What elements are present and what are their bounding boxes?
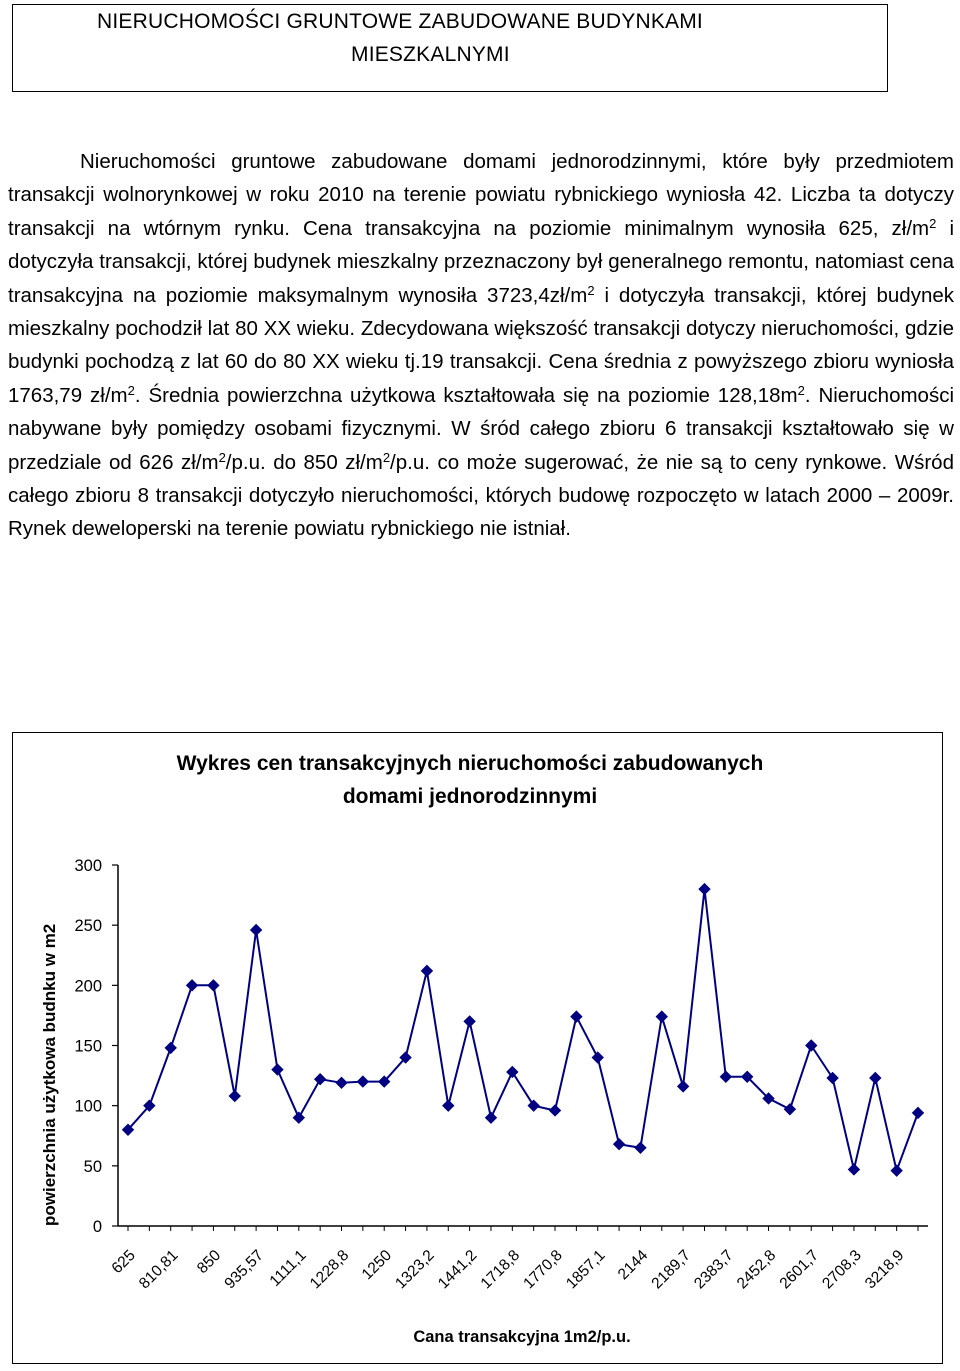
data-point-marker — [699, 884, 710, 895]
data-point-marker — [550, 1105, 561, 1116]
y-tick-label: 250 — [74, 917, 102, 936]
x-tick-label: 1770,8 — [520, 1246, 566, 1293]
data-point-marker — [251, 924, 262, 935]
superscript-2: 2 — [587, 282, 595, 298]
x-tick-label: 1228,8 — [306, 1246, 353, 1293]
data-point-marker — [421, 965, 432, 976]
x-tick-label: 2144 — [614, 1246, 652, 1284]
data-point-marker — [720, 1071, 731, 1082]
data-point-marker — [315, 1074, 326, 1085]
x-tick-label: 1718,8 — [477, 1246, 524, 1293]
chart-title-line-1: Wykres cen transakcyjnych nieruchomości zabudowanych — [176, 752, 764, 775]
data-point-marker — [357, 1076, 368, 1087]
superscript-4: 2 — [797, 382, 805, 398]
data-point-marker — [635, 1142, 646, 1153]
paragraph-text-3: i dotyczyła transakcji, której budynek mieszkalny pochodził lat 80 XX wieku. Zdecydowana większość transakcji dotyczy nieruchomości, gdzie budynki pochodzą z lat 60 do 80 XX wieku tj.19 transakcji. Cena średnia z powyższego zbioru wyniosła 1763,79 zł/m — [8, 283, 954, 407]
data-point-marker — [870, 1072, 881, 1083]
superscript-3: 2 — [127, 382, 135, 398]
y-axis-label: powierzchnia użytkowa budnku w m2 — [40, 923, 59, 1226]
x-tick-label: 2452,8 — [733, 1246, 780, 1293]
x-tick-label: 2189,7 — [648, 1246, 694, 1293]
x-tick-label: 1857,1 — [563, 1246, 609, 1293]
y-tick-label: 50 — [83, 1157, 102, 1176]
x-tick-label: 1111,1 — [266, 1246, 310, 1290]
x-tick-label: 2708,3 — [819, 1246, 865, 1293]
y-tick-label: 150 — [74, 1037, 102, 1056]
x-axis-label: Cana transakcyjna 1m2/p.u. — [413, 1328, 631, 1346]
x-tick-label: 1250 — [358, 1246, 396, 1284]
data-point-marker — [528, 1100, 539, 1111]
x-tick-label: 810,81 — [135, 1246, 182, 1293]
series-line — [128, 889, 918, 1171]
superscript-6: 2 — [382, 449, 391, 465]
superscript-1: 2 — [929, 215, 937, 231]
page-title-line-1: NIERUCHOMOŚCI GRUNTOWE ZABUDOWANE BUDYNKAMI — [97, 10, 703, 33]
data-point-marker — [187, 980, 198, 991]
page-title-line-2: MIESZKALNYMI — [351, 43, 510, 66]
x-tick-label: 2601,7 — [776, 1246, 823, 1293]
x-tick-label: 3218,9 — [861, 1246, 908, 1293]
y-tick-label: 300 — [74, 857, 102, 875]
y-tick-label: 0 — [92, 1218, 102, 1236]
x-tick-label: 2383,7 — [691, 1246, 737, 1293]
x-tick-labels — [109, 1247, 908, 1293]
data-point-marker — [507, 1066, 518, 1077]
x-tick-label: 850 — [193, 1246, 225, 1278]
data-point-marker — [784, 1104, 795, 1115]
data-point-marker — [571, 1011, 582, 1022]
paragraph-text-1: Nieruchomości gruntowe zabudowane domami jednorodzinnymi, które były przedmiotem transakcji wolnorynkowej w roku 2010 na terenie powiatu rybnickiego wyniosła 42. Liczba ta dotyczy transakcji na wtórnym rynku. Cena transakcyjna na poziomie minimalnym wynosiła 625, zł/m — [8, 150, 954, 240]
data-point-marker — [443, 1100, 454, 1111]
paragraph-text-2: i dotyczyła transakcji, której budynek mieszkalny przeznaczony był generalnego remontu, natomiast cena transakcyjna na poziomie maksymalnym wynosiła 3723,4zł/m — [8, 216, 954, 307]
x-tick-label: 625 — [108, 1246, 139, 1278]
data-point-marker — [891, 1165, 902, 1176]
paragraph-text-5: . Nieruchomości nabywane były pomiędzy osobami fizycznymi. W śród całego zbioru 6 transakcji kształtowało się w przedziale od 626 zł/m — [8, 383, 955, 474]
paragraph-text-7: /p.u. co może sugerować, że nie są to ceny rynkowe. Wśród całego zbioru 8 transakcji dotyczyło nieruchomości, których budowę rozpoczęto w latach 2000 – 2009r. Rynek deweloperski na terenie powiatu rybnickiego nie istniał. — [8, 450, 954, 541]
y-tick-label: 100 — [74, 1097, 102, 1116]
x-tick-label: 1441,2 — [434, 1246, 481, 1293]
paragraph-text-4: . Średnia powierzchna użytkowa kształtowała się na poziomie 128,18m — [134, 383, 798, 407]
y-tick-labels — [74, 857, 102, 1236]
data-point-marker — [485, 1112, 496, 1123]
data-point-marker — [272, 1064, 283, 1075]
data-point-marker — [656, 1011, 667, 1022]
paragraph-text-6: /p.u. do 850 zł/m — [225, 450, 383, 474]
x-tick-label: 1323,2 — [392, 1246, 438, 1293]
data-point-marker — [806, 1040, 817, 1051]
data-point-marker — [336, 1077, 347, 1088]
data-point-marker — [848, 1164, 859, 1175]
y-tick-label: 200 — [74, 977, 102, 996]
superscript-5: 2 — [218, 449, 226, 465]
data-point-marker — [293, 1112, 304, 1123]
data-point-marker — [614, 1139, 625, 1150]
data-point-marker — [464, 1016, 475, 1027]
data-point-marker — [229, 1091, 240, 1102]
x-tick-label: 935,57 — [221, 1246, 267, 1293]
data-point-marker — [208, 980, 219, 991]
chart-axes — [112, 865, 928, 1231]
data-point-marker — [678, 1081, 689, 1092]
data-point-marker — [913, 1107, 924, 1118]
data-point-marker — [165, 1042, 176, 1053]
chart-title-line-2: domami jednorodzinnymi — [342, 785, 598, 808]
data-point-marker — [827, 1072, 838, 1083]
data-point-marker — [592, 1052, 603, 1063]
